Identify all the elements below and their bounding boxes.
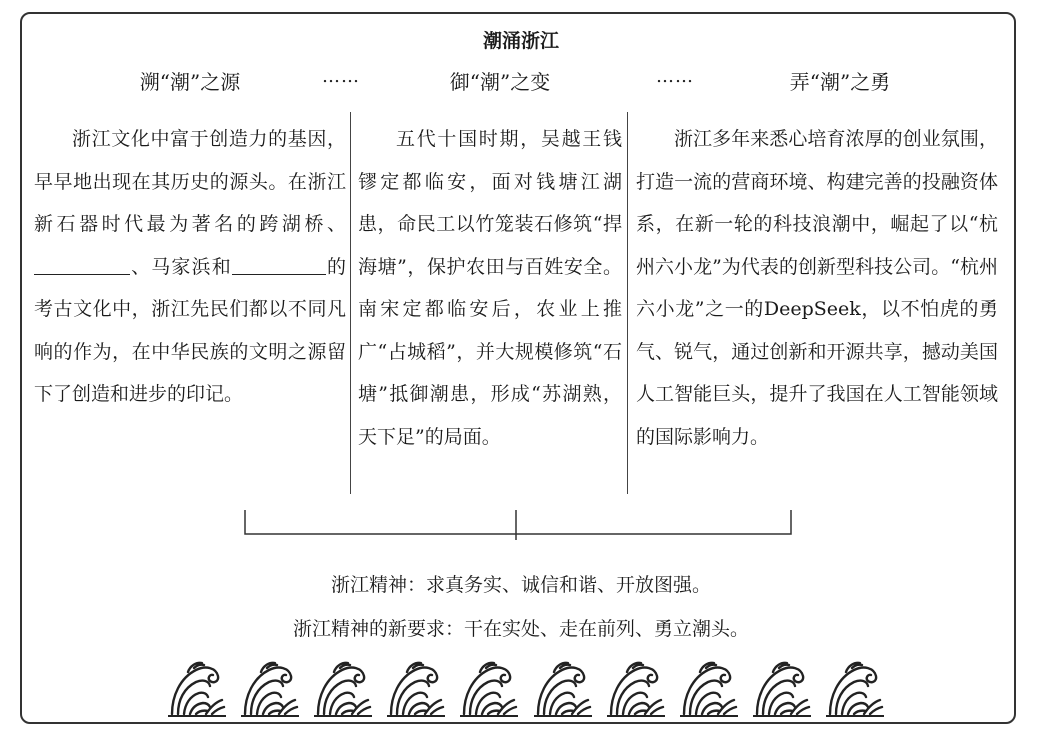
converging-brace bbox=[244, 510, 792, 540]
fill-blank-1 bbox=[34, 253, 130, 275]
fill-blank-2 bbox=[232, 253, 326, 275]
column-change-text: 五代十国时期，吴越王钱镠定都临安，面对钱塘江湖患，命民工以竹笼装石修筑“捍海塘”，保护农田与百姓安全。南宋定都临安后，农业上推广“占城稻”，并大规模修筑“石塘”抵御潮患，形成“苏湖熟，天下足”的局面。 bbox=[358, 128, 622, 448]
wave-icon bbox=[312, 656, 374, 718]
page-title: 潮涌浙江 bbox=[482, 30, 559, 52]
column-divider-1 bbox=[350, 112, 351, 494]
section-heading-change: 御“潮”之变 bbox=[449, 70, 551, 94]
wave-icon bbox=[166, 656, 228, 718]
zhejiang-spirit-new-requirement: 浙江精神的新要求：干在实处、走在前列、勇立潮头。 bbox=[292, 618, 749, 640]
origin-text-part1: 浙江文化中富于创造力的基因，早早地出现在其历史的源头。在浙江新石器时代最为著名的跨湖桥、 bbox=[34, 128, 346, 235]
column-origin-text bbox=[34, 118, 346, 416]
wave-icon bbox=[385, 656, 447, 718]
separator-dots-1: …… bbox=[322, 66, 360, 87]
column-courage-text: 浙江多年来悉心培育浓厚的创业氛围，打造一流的营商环境、构建完善的投融资体系，在新一轮的科技浪潮中，崛起了以“杭州六小龙”为代表的创新型科技公司。“杭州六小龙”之一的DeepSeek，以不怕虎的勇气、锐气，通过创新和开源共享，撼动美国人工智能巨头，提升了我国在人工智能领域的国际影响力。 bbox=[636, 128, 998, 448]
wave-icon bbox=[239, 656, 301, 718]
wave-icon bbox=[824, 656, 886, 718]
wave-icon bbox=[458, 656, 520, 718]
wave-decoration bbox=[166, 656, 886, 718]
origin-text-part2: 、马家浜和 bbox=[130, 255, 232, 278]
wave-icon bbox=[678, 656, 740, 718]
wave-icon bbox=[605, 656, 667, 718]
zhejiang-spirit: 浙江精神：求真务实、诚信和谐、开放图强。 bbox=[330, 574, 711, 596]
wave-icon bbox=[751, 656, 813, 718]
column-divider-2 bbox=[627, 112, 628, 494]
section-heading-origin: 溯“潮”之源 bbox=[139, 70, 241, 94]
section-heading-courage: 弄“潮”之勇 bbox=[789, 70, 891, 94]
separator-dots-2: …… bbox=[656, 66, 694, 87]
wave-icon bbox=[532, 656, 594, 718]
origin-text-part3: 的考古文化中，浙江先民们都以不同凡响的作为，在中华民族的文明之源留下了创造和进步的印记。 bbox=[34, 255, 346, 405]
